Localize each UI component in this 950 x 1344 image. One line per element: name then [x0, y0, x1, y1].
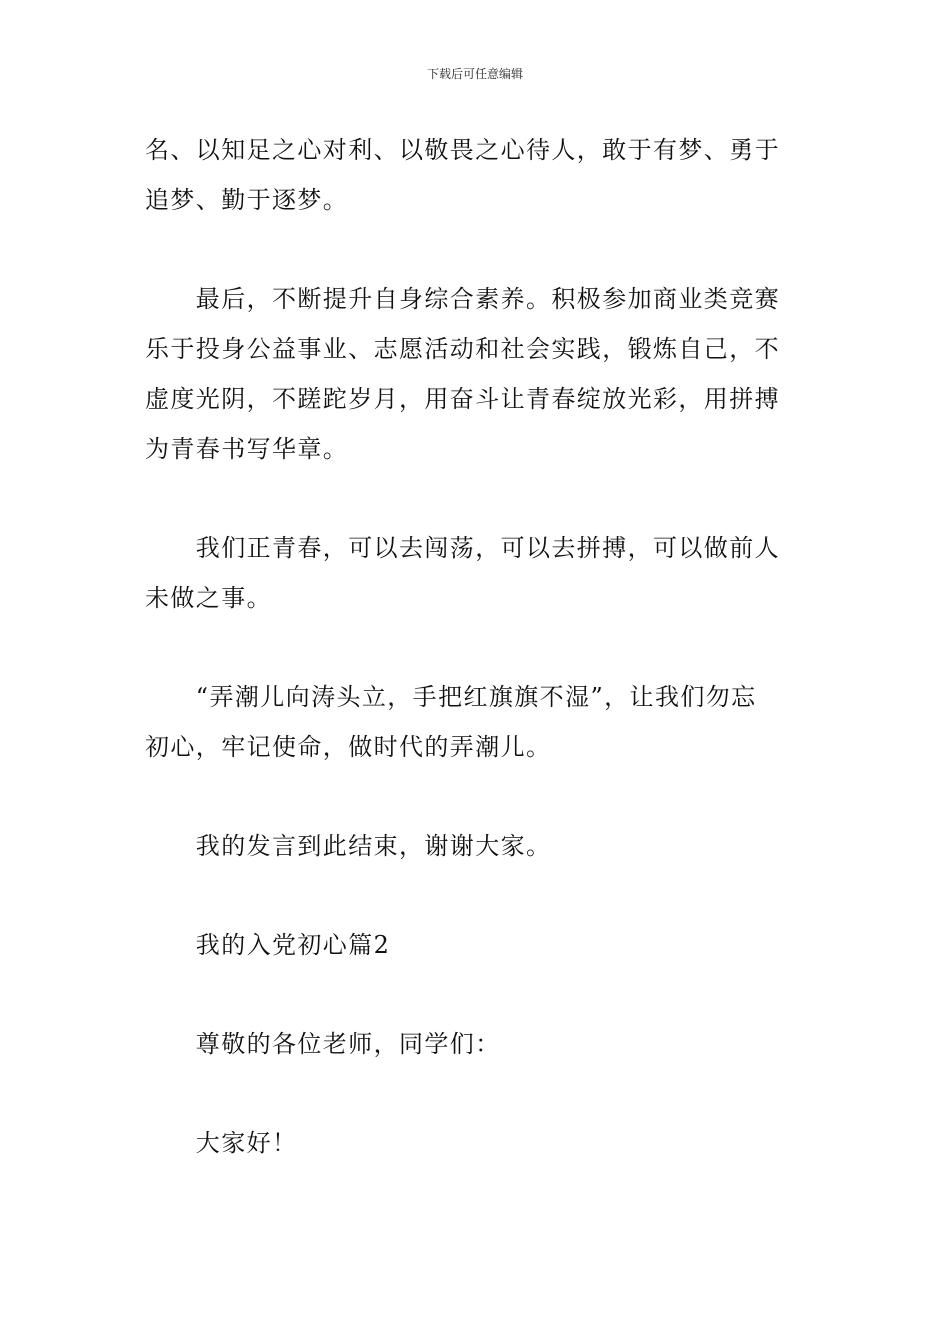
paragraph-continuation: 名、以知足之心对利、以敬畏之心待人，敢于有梦、勇于 追梦、勤于逐梦。 [145, 136, 780, 214]
page-header-note: 下载后可任意编辑 [426, 67, 523, 81]
paragraph-gap [145, 1069, 809, 1118]
paragraph-gap [145, 474, 809, 523]
paragraph-closing: 我的发言到此结束，谢谢大家。 [145, 832, 552, 860]
paragraph-gap [145, 970, 809, 1019]
paragraph-gap [145, 772, 809, 821]
paragraph-self-improvement: 最后，不断提升自身综合素养。积极参加商业类竞赛 乐于投身公益事业、志愿活动和社会实践，锻炼自己，不 虚度光阴，不蹉跎岁月，用奋斗让青春绽放光彩，用拼搏 为青春书写华章。 [145, 285, 780, 463]
greeting: 大家好！ [145, 1129, 298, 1157]
paragraph-gap [145, 871, 809, 920]
paragraph-quote: “弄潮儿向涛头立，手把红旗旗不湿”，让我们勿忘 初心，牢记使命，做时代的弄潮儿。 [145, 683, 757, 761]
paragraph-gap [145, 225, 809, 274]
section-heading: 我的入党初心篇2 [145, 931, 391, 959]
paragraph-gap [145, 623, 809, 672]
paragraph-youth: 我们正青春，可以去闯荡，可以去拼搏，可以做前人 未做之事。 [145, 534, 780, 612]
salutation: 尊敬的各位老师，同学们： [145, 1030, 501, 1058]
document-body [145, 125, 809, 1168]
